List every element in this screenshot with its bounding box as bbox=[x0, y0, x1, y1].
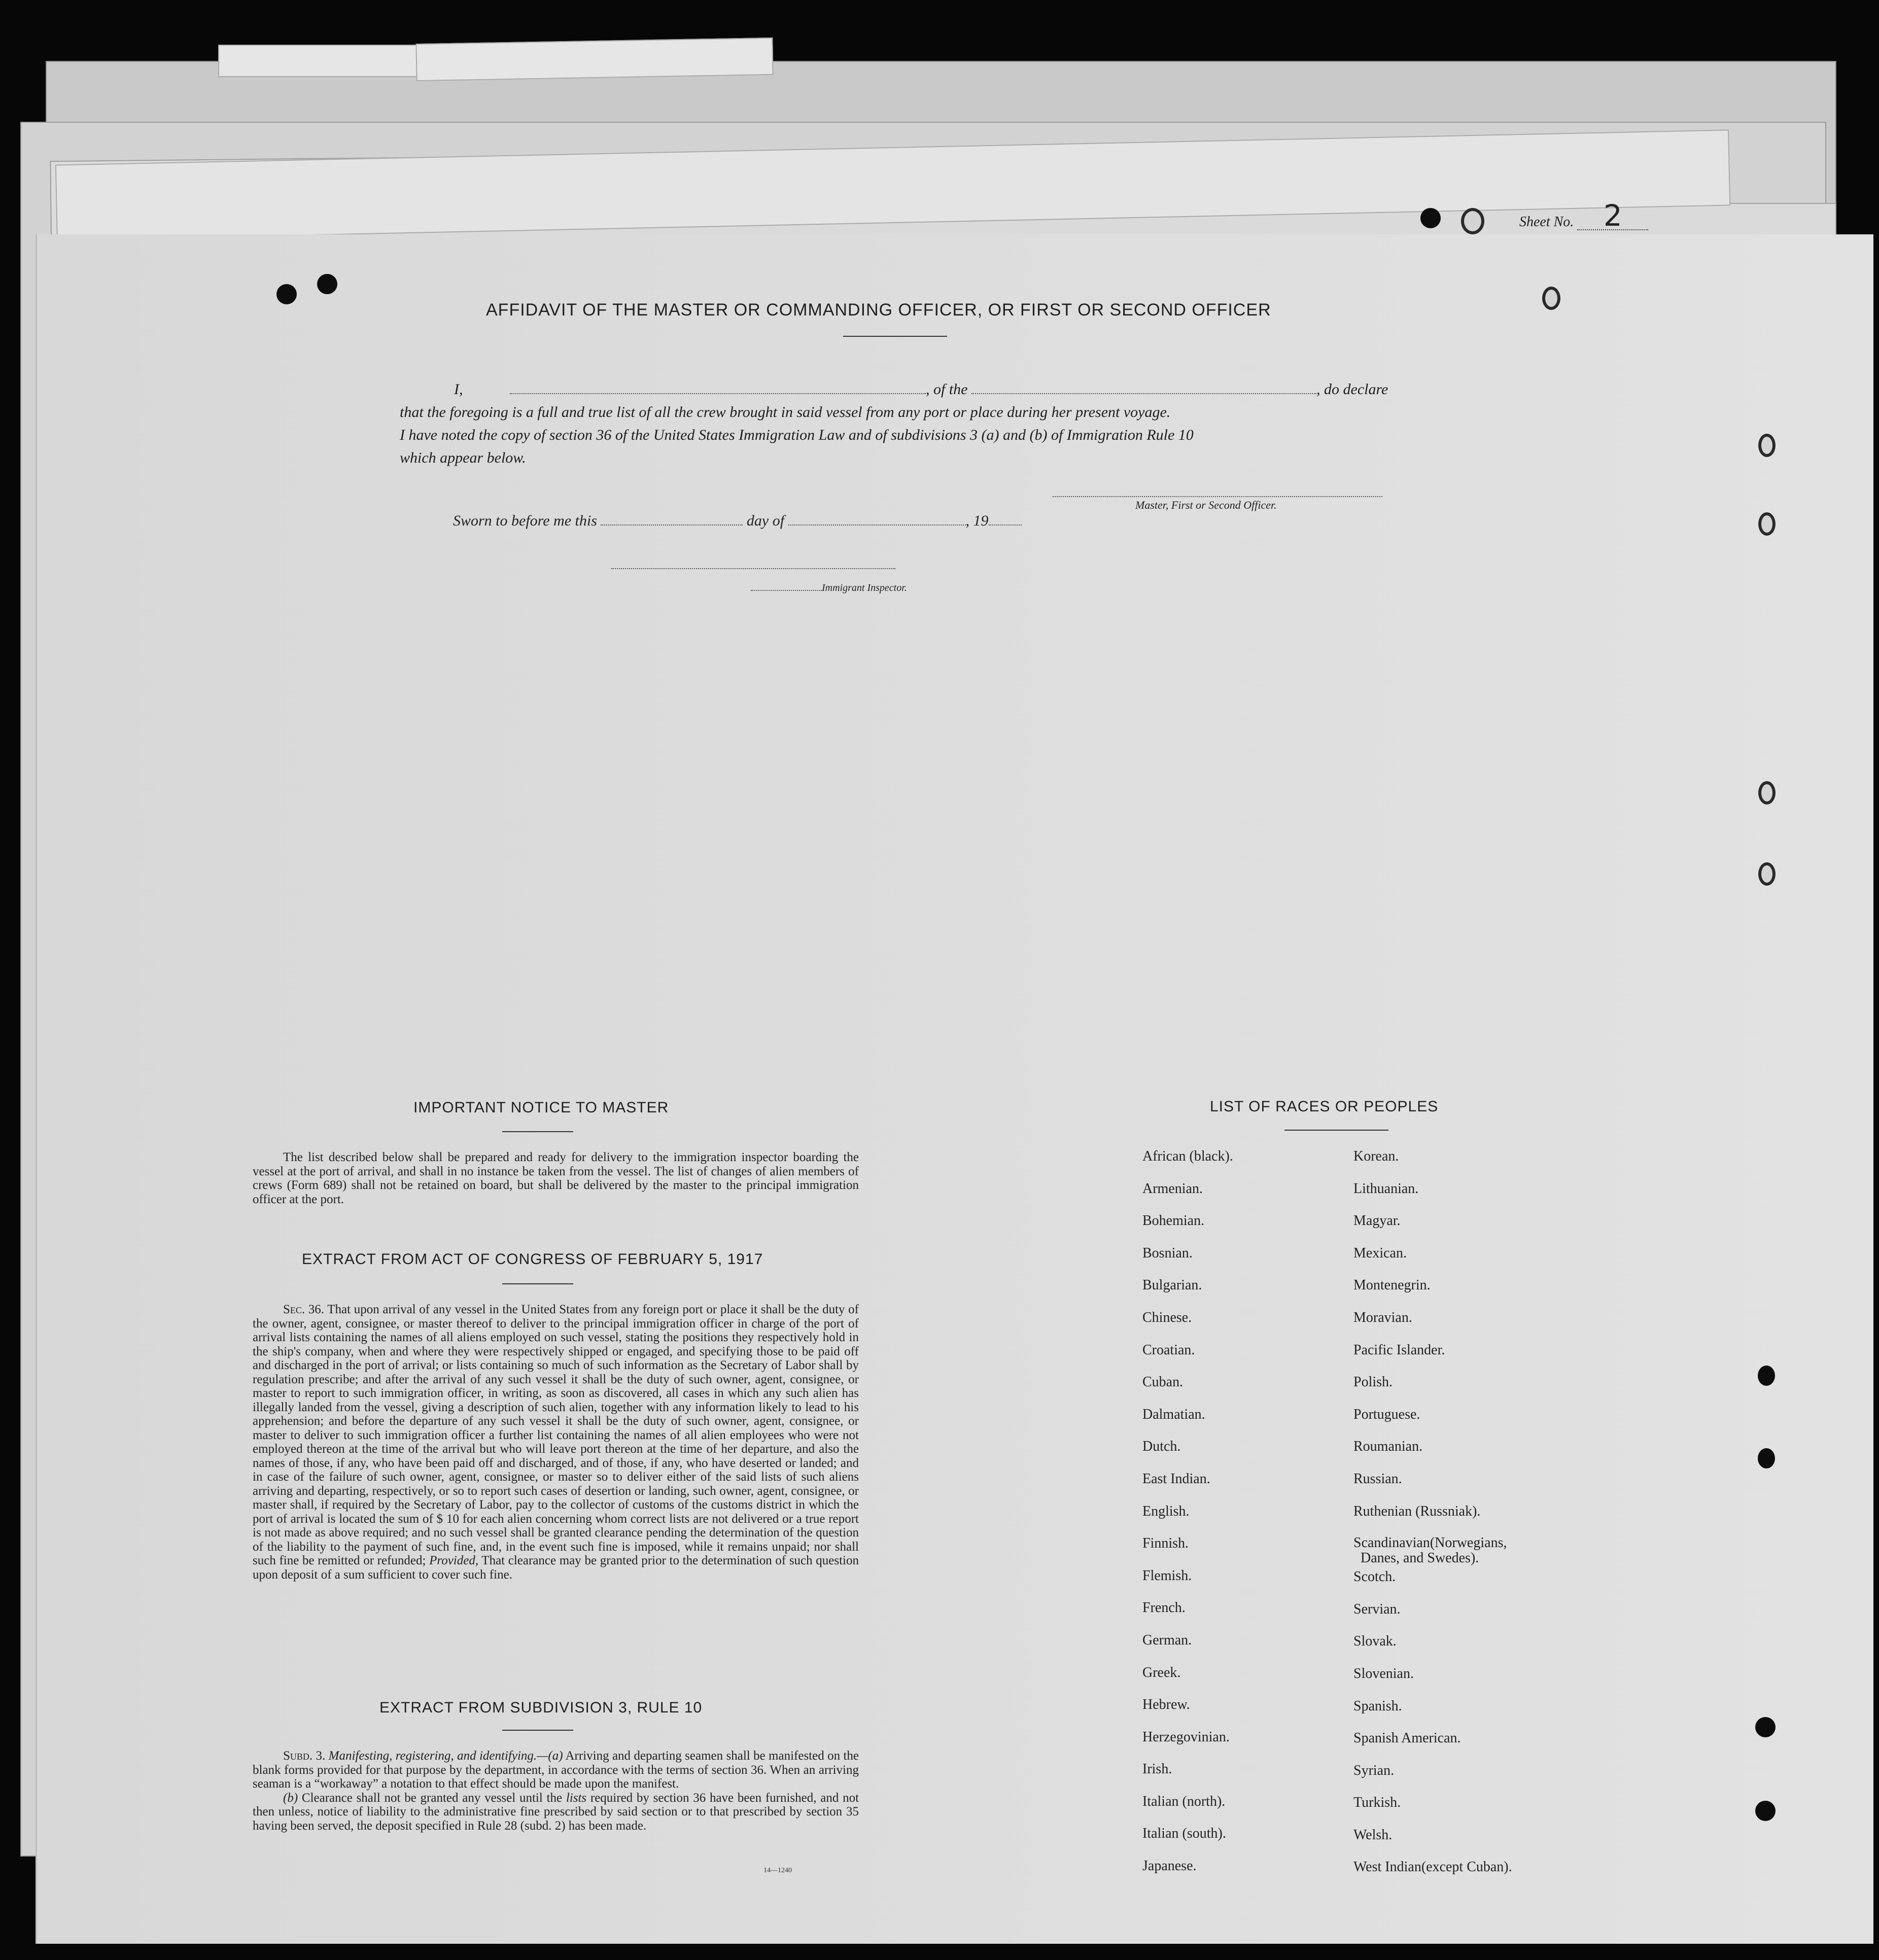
race-item: Slovenian. bbox=[1353, 1665, 1414, 1682]
punch-hole bbox=[1758, 862, 1776, 886]
race-item: Bulgarian. bbox=[1142, 1277, 1202, 1293]
races-title: LIST OF RACES OR PEOPLES bbox=[1210, 1098, 1439, 1115]
subd-label: Subd. 3. bbox=[283, 1749, 326, 1763]
race-item: Herzegovinian. bbox=[1142, 1729, 1230, 1745]
punch-hole bbox=[1758, 434, 1776, 457]
race-item-continuation: Danes, and Swedes). bbox=[1361, 1550, 1479, 1566]
provided-word: Provided, bbox=[429, 1554, 479, 1567]
race-item: Cuban. bbox=[1142, 1374, 1184, 1390]
divider bbox=[502, 1283, 573, 1284]
race-item: Dutch. bbox=[1142, 1439, 1181, 1455]
act-paragraph bbox=[253, 1303, 859, 1582]
sheet-number-label: Sheet No. bbox=[1519, 214, 1574, 230]
sworn-day-of: day of bbox=[746, 512, 785, 529]
notice-paragraph: The list described below shall be prepared and ready for delivery to the immigration inspector boarding the vessel at the port of arrival, and shall in no instance be taken from the vessel. The list of changes of alien members of crews (Form 689) shall not be retained on board, but shall be delivered by the master to the principal immigration officer at the port. bbox=[253, 1150, 859, 1206]
inspector-field[interactable] bbox=[751, 590, 822, 591]
notice-title: IMPORTANT NOTICE TO MASTER bbox=[413, 1099, 669, 1116]
race-item: East Indian. bbox=[1142, 1471, 1210, 1487]
para-b-text-1: Clearance shall not be granted any vessel until the bbox=[301, 1791, 563, 1805]
race-item: Russian. bbox=[1353, 1471, 1402, 1487]
act-text-end: That clearance may be granted prior to the determination of such question upon deposit of a sum sufficient to cover such fine. bbox=[253, 1554, 859, 1582]
para-b-text-2: required by section 36 have been furnished, and not then unless, notice of liability to the administrative fine prescribed by said section or to that prescribed by section 35 having been served, the deposit specified in Rule 28 (subd. 2) has been made. bbox=[253, 1791, 859, 1833]
act-text: That upon arrival of any vessel in the United States from any foreign port or place it shall be the duty of the owner, agent, consignee, or master thereof to deliver to the principal immigration officer in charge of the port of arrival lists containing the names of all aliens employed on such vessel, stating the positions they respectively hold in the ship's company, when and where they were respectively shipped or engaged, and specifying those to be paid off and discharged in the port of arrival; or lists containing so much of such information as the Secretary of Labor shall by regulation prescribe; and after the arrival of any such vessel it shall be the duty of such owner, agent, consignee, or master to report to such immigration officer, in writing, as soon as discovered, all cases in which any such alien has illegally landed from the vessel, giving a description of such alien, together with any information likely to lead to his apprehension; and before the departure of any such vessel it shall be the duty of such owner, agent, consignee, or master to deliver to such immigration officer a further list containing the names of all alien employees who were not employed thereon at the time of the arrival but who will leave port thereon at the time of her departure, and also the names of those, if any, who have been paid off and discharged, and of those, if any, who have deserted or landed; and in case of the failure of such owner, agent, consignee, or master so to deliver either of the said lists of such aliens arriving and departing, respectively, or so to report such cases of desertion or landing, such owner, agent, consignee, or master shall, if required by the Secretary of Labor, pay to the collector of customs of the customs district in which the port of arrival is located the sum of $ 10 for each alien concerning whom correct lists are not delivered or a true report is not made as above required; and no such vessel shall be granted clearance pending the determination of the question of the liability to the payment of such fine, and, in the event such fine is imposed, while it remains unpaid; nor shall such fine be remitted or refunded; bbox=[253, 1303, 859, 1567]
race-item: Irish. bbox=[1142, 1761, 1172, 1777]
para-b-lists: lists bbox=[566, 1791, 587, 1805]
divider bbox=[1284, 1130, 1388, 1131]
declarant-label: I, bbox=[454, 381, 463, 398]
race-item: Chinese. bbox=[1142, 1309, 1192, 1325]
sheet-number-value: 2 bbox=[1577, 202, 1648, 230]
para-b-label: (b) bbox=[283, 1791, 298, 1805]
act-extract-body bbox=[253, 1303, 859, 1582]
race-item: Spanish. bbox=[1353, 1698, 1402, 1714]
affidavit-line-1 bbox=[400, 378, 1387, 401]
race-item: Magyar. bbox=[1353, 1213, 1401, 1229]
race-item: Croatian. bbox=[1142, 1342, 1195, 1358]
affidavit-line-2: that the foregoing is a full and true list of all the crew brought in said vessel from any port or place during her present voyage. bbox=[400, 404, 1171, 421]
race-item: Bohemian. bbox=[1142, 1213, 1205, 1229]
race-item: Welsh. bbox=[1353, 1827, 1393, 1843]
inspector-signature-line[interactable] bbox=[611, 568, 895, 569]
race-item: Italian (south). bbox=[1142, 1826, 1226, 1842]
do-declare-label: , do declare bbox=[1316, 381, 1388, 398]
divider bbox=[843, 336, 947, 337]
inspector-caption bbox=[751, 582, 907, 594]
race-item: Dalmatian. bbox=[1142, 1406, 1205, 1422]
races-column-1 bbox=[1142, 1148, 1233, 1891]
race-item: Slovak. bbox=[1353, 1633, 1397, 1650]
name-field[interactable] bbox=[510, 393, 926, 394]
signature-line[interactable] bbox=[1053, 496, 1382, 497]
race-item: Mexican. bbox=[1353, 1245, 1407, 1261]
race-item: Spanish American. bbox=[1353, 1730, 1461, 1746]
section-label: Sec. 36. bbox=[283, 1303, 325, 1316]
punch-hole bbox=[1755, 1717, 1776, 1737]
main-sheet bbox=[36, 234, 1873, 1944]
punch-hole bbox=[1758, 512, 1776, 536]
race-item: Korean. bbox=[1353, 1148, 1399, 1164]
punch-hole bbox=[1461, 208, 1484, 234]
punch-hole bbox=[1758, 1366, 1775, 1386]
of-the-label: , of the bbox=[926, 381, 968, 398]
race-item: Scotch. bbox=[1353, 1569, 1396, 1585]
punch-hole bbox=[1542, 287, 1560, 310]
race-item: Pacific Islander. bbox=[1353, 1342, 1445, 1358]
form-number: 14—1240 bbox=[763, 1867, 792, 1874]
race-item: Syrian. bbox=[1353, 1762, 1395, 1778]
races-column-2 bbox=[1353, 1148, 1512, 1892]
race-item: Montenegrin. bbox=[1353, 1277, 1431, 1293]
affidavit-line-3: I have noted the copy of section 36 of the United States Immigration Law and of subdivisions 3 (a) and (b) of Immigration Rule 10 bbox=[400, 427, 1194, 443]
race-item: Turkish. bbox=[1353, 1795, 1401, 1811]
punch-hole bbox=[1420, 208, 1441, 228]
divider bbox=[502, 1131, 573, 1132]
affidavit-line-4: which appear below. bbox=[400, 449, 526, 466]
notice-body bbox=[253, 1150, 859, 1206]
race-item: Moravian. bbox=[1353, 1309, 1412, 1325]
race-item: Servian. bbox=[1353, 1601, 1401, 1617]
punch-hole bbox=[1758, 1448, 1775, 1468]
divider bbox=[502, 1730, 573, 1731]
rule-extract-title: EXTRACT FROM SUBDIVISION 3, RULE 10 bbox=[379, 1699, 703, 1716]
race-item: Hebrew. bbox=[1142, 1697, 1190, 1713]
race-item: German. bbox=[1142, 1632, 1192, 1648]
punch-hole bbox=[276, 284, 297, 304]
race-item: Ruthenian (Russniak). bbox=[1353, 1503, 1481, 1519]
sworn-day-field[interactable] bbox=[601, 524, 743, 526]
race-item: Lithuanian. bbox=[1353, 1180, 1419, 1197]
signature-caption: Master, First or Second Officer. bbox=[1135, 499, 1277, 511]
race-item: Finnish. bbox=[1142, 1535, 1189, 1552]
race-item: Flemish. bbox=[1142, 1567, 1192, 1584]
race-item: Bosnian. bbox=[1142, 1245, 1193, 1261]
race-item-multiline bbox=[1353, 1535, 1512, 1569]
race-item: Portuguese. bbox=[1353, 1406, 1420, 1422]
rule-paragraph-b bbox=[253, 1791, 859, 1833]
race-item: English. bbox=[1142, 1503, 1190, 1519]
punch-hole bbox=[317, 274, 337, 294]
race-item: West Indian(except Cuban). bbox=[1353, 1859, 1512, 1875]
affidavit-body bbox=[400, 378, 1387, 469]
sheet-number bbox=[1519, 198, 1648, 233]
paper-tab bbox=[415, 38, 773, 81]
rule-paragraph-a bbox=[253, 1749, 859, 1791]
inspector-caption-text: Immigrant Inspector. bbox=[822, 582, 907, 593]
para-a-text: Arriving and departing seamen shall be manifested on the blank forms provided for that purpose by the department, in accordance with the terms of section 36. When an arriving seaman is a “workaway” a notation to that effect should be made upon the manifest. bbox=[253, 1749, 859, 1791]
race-item: African (black). bbox=[1142, 1148, 1233, 1164]
rule-extract-body bbox=[253, 1749, 859, 1833]
sworn-text: Sworn to before me this bbox=[453, 512, 597, 529]
subd-title: Manifesting, registering, and identifying.—(a) bbox=[328, 1749, 563, 1763]
sworn-label bbox=[453, 512, 1022, 530]
punch-hole bbox=[1758, 781, 1776, 804]
race-item: Armenian. bbox=[1142, 1180, 1203, 1197]
race-item: Polish. bbox=[1353, 1374, 1393, 1390]
race-item: Roumanian. bbox=[1353, 1439, 1423, 1455]
affidavit-title: AFFIDAVIT OF THE MASTER OR COMMANDING OFFICER, OR FIRST OR SECOND OFFICER bbox=[486, 300, 1271, 320]
act-extract-title: EXTRACT FROM ACT OF CONGRESS OF FEBRUARY 5, 1917 bbox=[302, 1251, 763, 1268]
race-item: Japanese. bbox=[1142, 1858, 1197, 1874]
sworn-year-prefix: , 19 bbox=[965, 512, 989, 529]
race-item: Scandinavian(Norwegians, bbox=[1353, 1535, 1507, 1551]
race-item: Italian (north). bbox=[1142, 1793, 1226, 1809]
race-item: Greek. bbox=[1142, 1664, 1181, 1681]
race-item: French. bbox=[1142, 1600, 1186, 1616]
sworn-year-field[interactable] bbox=[989, 524, 1022, 526]
vessel-field[interactable] bbox=[971, 393, 1316, 394]
sworn-month-field[interactable] bbox=[788, 524, 966, 526]
punch-hole bbox=[1755, 1801, 1776, 1821]
